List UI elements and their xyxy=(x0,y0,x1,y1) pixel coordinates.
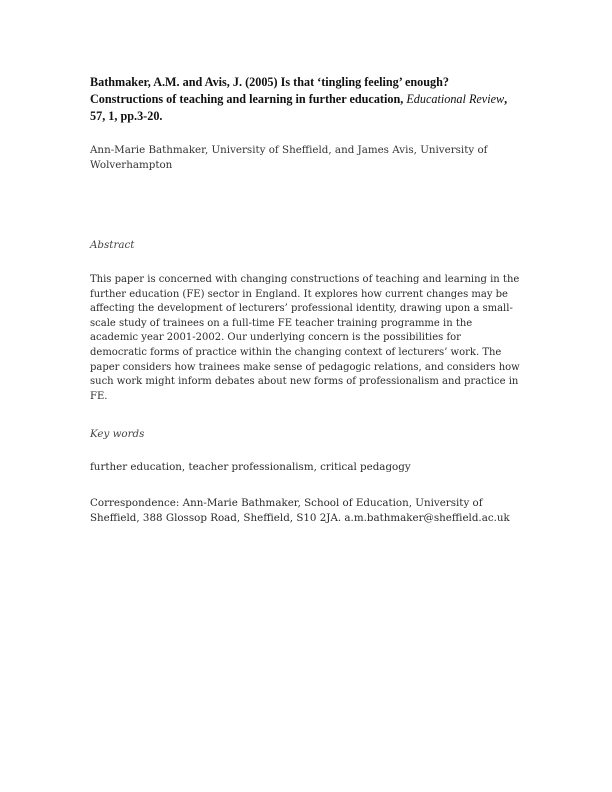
journal-title: Educational Review xyxy=(406,92,505,106)
citation xyxy=(90,74,520,125)
citation-volume: , 57, 1, pp.3-20. xyxy=(90,92,508,123)
abstract-heading: Abstract xyxy=(90,239,135,251)
abstract-text: This paper is concerned with changing constructions of teaching and learning in the further education (FE) sector in England. It explores how current changes may be affecting the development of lecturers’ professional identity, drawing upon a small-scale study of trainees on a full-time FE teacher training programme in the academic year 2001-2002. Our underlying concern is the possibilities for democratic forms of practice within the changing context of lecturers’ work. The paper considers how trainees make sense of pedagogic relations, and considers how such work might inform debates about new forms of professionalism and practice in FE. xyxy=(90,274,520,402)
keywords-heading: Key words xyxy=(90,428,145,441)
citation-text: Bathmaker, A.M. and Avis, J. (2005) Is that ‘tingling feeling’ enough? Constructions of teaching and learning in further education, xyxy=(90,75,449,106)
authors: Ann-Marie Bathmaker, University of Sheffield, and James Avis, University of Wolverhampton xyxy=(90,144,488,171)
paper-page xyxy=(90,74,520,526)
keywords-text: further education, teacher professionalism, critical pedagogy xyxy=(90,461,411,474)
correspondence: Correspondence: Ann-Marie Bathmaker, School of Education, University of Sheffield, 388 Glossop Road, Sheffield, S10 2JA. a.m.bathmaker@sheffield.ac.uk xyxy=(90,497,510,525)
